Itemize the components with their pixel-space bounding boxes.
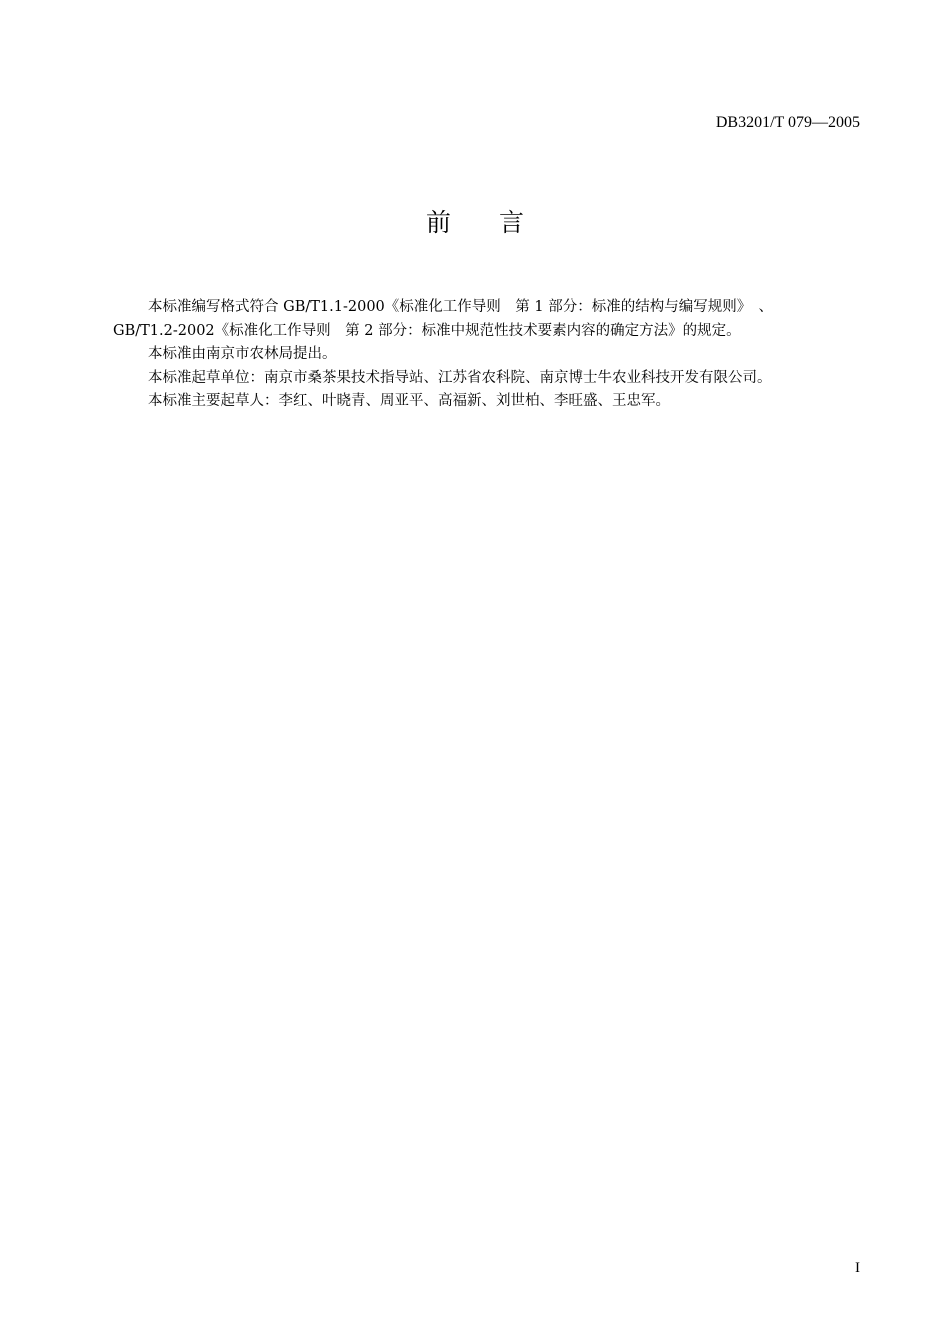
- paragraph-4: 本标准主要起草人：李红、叶晓青、周亚平、高福新、刘世柏、李旺盛、王忠军。: [148, 393, 670, 409]
- page-number: I: [855, 1260, 860, 1276]
- title-char-2: 言: [499, 208, 525, 237]
- title-char-1: 前: [425, 208, 451, 237]
- paragraph-2: 本标准由南京市农林局提出。: [148, 346, 337, 362]
- standard-code: DB3201/T 079—2005: [715, 114, 860, 131]
- paragraph-1-line-2: GB/T1.2-2002《标准化工作导则 第 2 部分：标准中规范性技术要素内容的确定方法》的规定。: [113, 322, 741, 339]
- paragraph-1-line-1: 本标准编写格式符合 GB/T1.1-2000《标准化工作导则 第 1 部分：标准的结构与编写规则》 、: [148, 299, 773, 315]
- paragraph-3: 本标准起草单位：南京市桑茶果技术指导站、江苏省农科院、南京博士牛农业科技开发有限公司。: [148, 369, 772, 386]
- foreword-body: [113, 296, 873, 414]
- page-title: [0, 206, 950, 240]
